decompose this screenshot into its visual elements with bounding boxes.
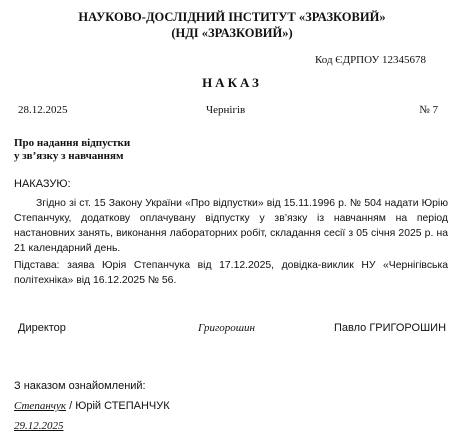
document-date: 28.12.2025	[18, 104, 68, 116]
document-title: НАКАЗ	[202, 75, 262, 90]
signatory-handwritten-signature: Григорошин	[198, 322, 256, 334]
acknowledgement-name: Юрій СТЕПАНЧУК	[75, 400, 170, 412]
edrpou-code: Код ЄДРПОУ 12345678	[314, 54, 426, 66]
subject-line-2: у зв’язку з навчанням	[14, 150, 124, 162]
acknowledgement-separator: /	[66, 400, 76, 412]
subject-line-1: Про надання відпустки	[14, 137, 131, 149]
acknowledgement-date: 29.12.2025	[14, 420, 64, 432]
acknowledgement-label: З наказом ознайомлений:	[14, 380, 146, 392]
acknowledgement-signature-line	[14, 400, 170, 412]
order-paragraph-basis: Підстава: заява Юрія Степанчука від 17.12.2025, довідка-виклик НУ «Чернігівська політехніка» від 16.12.2025 № 56.	[14, 260, 448, 286]
organization-short-name: (НДІ «ЗРАЗКОВИЙ»)	[171, 26, 293, 40]
order-word: НАКАЗУЮ:	[14, 178, 71, 190]
document-city: Чернігів	[206, 104, 246, 116]
organization-name: НАУКОВО-ДОСЛІДНИЙ ІНСТИТУТ «ЗРАЗКОВИЙ»	[78, 10, 386, 24]
acknowledgement-signature: Степанчук	[14, 400, 67, 412]
document-number: № 7	[419, 104, 438, 116]
signatory-name: Павло ГРИГОРОШИН	[334, 322, 447, 334]
order-paragraph-main: Згідно зі ст. 15 Закону України «Про відпустки» від 15.11.1996 р. № 504 надати Юрію Степанчуку, додаткову оплачувану відпустку у зв’язку із навчанням на період настановних занять, виконання лабораторних робіт, складання сесії з 05 січня 2025 р. на 21 календарний день.	[14, 198, 448, 254]
signatory-role: Директор	[18, 322, 66, 334]
